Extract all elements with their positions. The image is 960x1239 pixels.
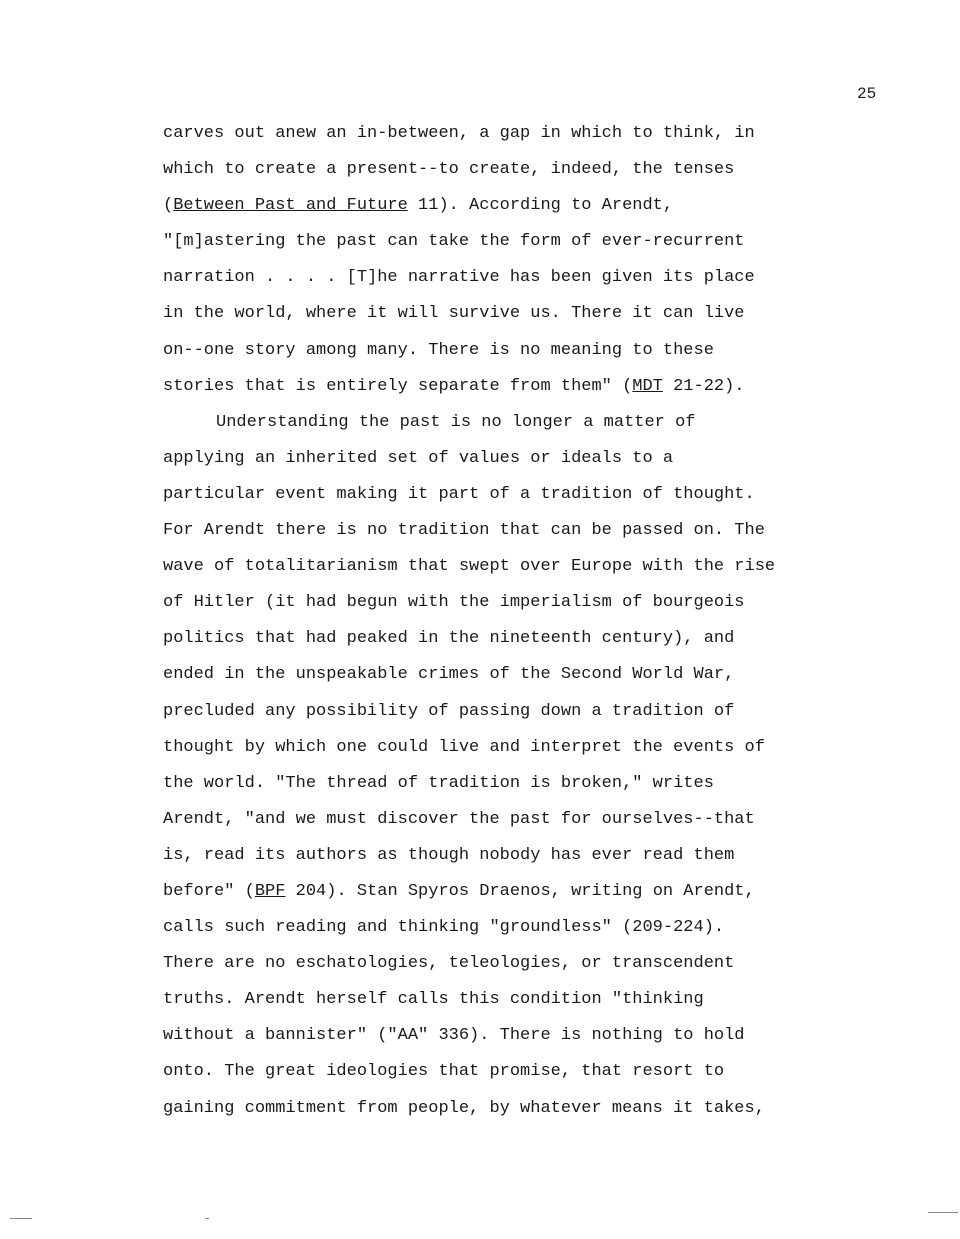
text-line	[163, 694, 863, 730]
text-line	[163, 730, 863, 766]
text-run: applying an inherited set of values or ideals to a	[163, 448, 674, 468]
scan-artifact-center	[205, 1218, 209, 1219]
text-run: particular event making it part of a tradition of thought.	[163, 484, 755, 504]
text-line	[163, 188, 863, 224]
text-run: 11). According to Arendt,	[407, 196, 674, 216]
text-line	[163, 982, 863, 1018]
text-run: in the world, where it will survive us. There it can live	[163, 304, 745, 324]
text-run: politics that had peaked in the nineteenth century), and	[163, 629, 735, 649]
text-run: carves out anew an in-between, a gap in which to think, in	[163, 124, 755, 143]
text-line	[163, 657, 863, 693]
text-line	[163, 296, 863, 332]
text-line	[163, 910, 863, 946]
text-run: Arendt, "and we must discover the past for ourselves--that	[163, 809, 755, 829]
text-run: wave of totalitarianism that swept over Europe with the rise	[163, 557, 776, 577]
scan-artifact-left	[10, 1218, 32, 1219]
text-run: of Hitler (it had begun with the imperialism of bourgeois	[163, 593, 745, 613]
text-run: is, read its authors as though nobody has ever read them	[163, 845, 735, 865]
text-line	[163, 333, 863, 369]
cited-title: BPF	[254, 881, 286, 901]
text-run: thought by which one could live and interpret the events of	[163, 737, 765, 757]
text-run: Understanding the past is no longer a matter of	[216, 412, 696, 432]
text-line	[163, 838, 863, 874]
text-line	[163, 549, 863, 585]
text-run: stories that is entirely separate from them" (	[163, 376, 633, 396]
text-line	[163, 1054, 863, 1090]
text-run: 204). Stan Spyros Draenos, writing on Arendt,	[285, 881, 755, 901]
scan-artifact-right	[928, 1212, 958, 1213]
text-line	[163, 513, 863, 549]
text-line	[163, 152, 863, 188]
cited-title: Between Past and Future	[173, 196, 408, 216]
paragraph-first-line	[163, 405, 863, 441]
text-line	[163, 260, 863, 296]
text-run: without a bannister" ("AA" 336). There is nothing to hold	[163, 1026, 745, 1046]
text-run: which to create a present--to create, indeed, the tenses	[163, 160, 735, 180]
text-line	[163, 477, 863, 513]
text-line	[163, 116, 863, 152]
text-run: For Arendt there is no tradition that can be passed on. The	[163, 521, 765, 541]
text-run: narration . . . . [T]he narrative has been given its place	[163, 268, 755, 288]
text-run: ended in the unspeakable crimes of the Second World War,	[163, 665, 735, 685]
page-number: 25	[857, 85, 877, 103]
text-run: "[m]astering the past can take the form of ever-recurrent	[163, 232, 745, 252]
text-line	[163, 946, 863, 982]
text-run: (	[163, 196, 174, 216]
text-run: precluded any possibility of passing down a tradition of	[163, 701, 735, 721]
text-run: 21-22).	[662, 376, 745, 396]
text-line	[163, 766, 863, 802]
text-line	[163, 621, 863, 657]
body-text	[163, 116, 863, 1127]
text-line	[163, 224, 863, 260]
text-run: calls such reading and thinking "groundless" (209-224).	[163, 918, 725, 938]
text-line	[163, 585, 863, 621]
text-run: before" (	[163, 881, 255, 901]
text-run: on--one story among many. There is no meaning to these	[163, 340, 714, 360]
text-run: onto. The great ideologies that promise, that resort to	[163, 1062, 725, 1082]
text-line	[163, 1018, 863, 1054]
text-line	[163, 1091, 863, 1127]
cited-title: MDT	[632, 376, 663, 396]
text-line	[163, 874, 863, 910]
text-line	[163, 802, 863, 838]
text-run: gaining commitment from people, by whatever means it takes,	[163, 1098, 765, 1118]
text-run: truths. Arendt herself calls this condition "thinking	[163, 990, 704, 1010]
text-run: the world. "The thread of tradition is broken," writes	[163, 773, 714, 793]
text-run: There are no eschatologies, teleologies, or transcendent	[163, 954, 735, 974]
text-line	[163, 441, 863, 477]
text-line	[163, 369, 863, 405]
